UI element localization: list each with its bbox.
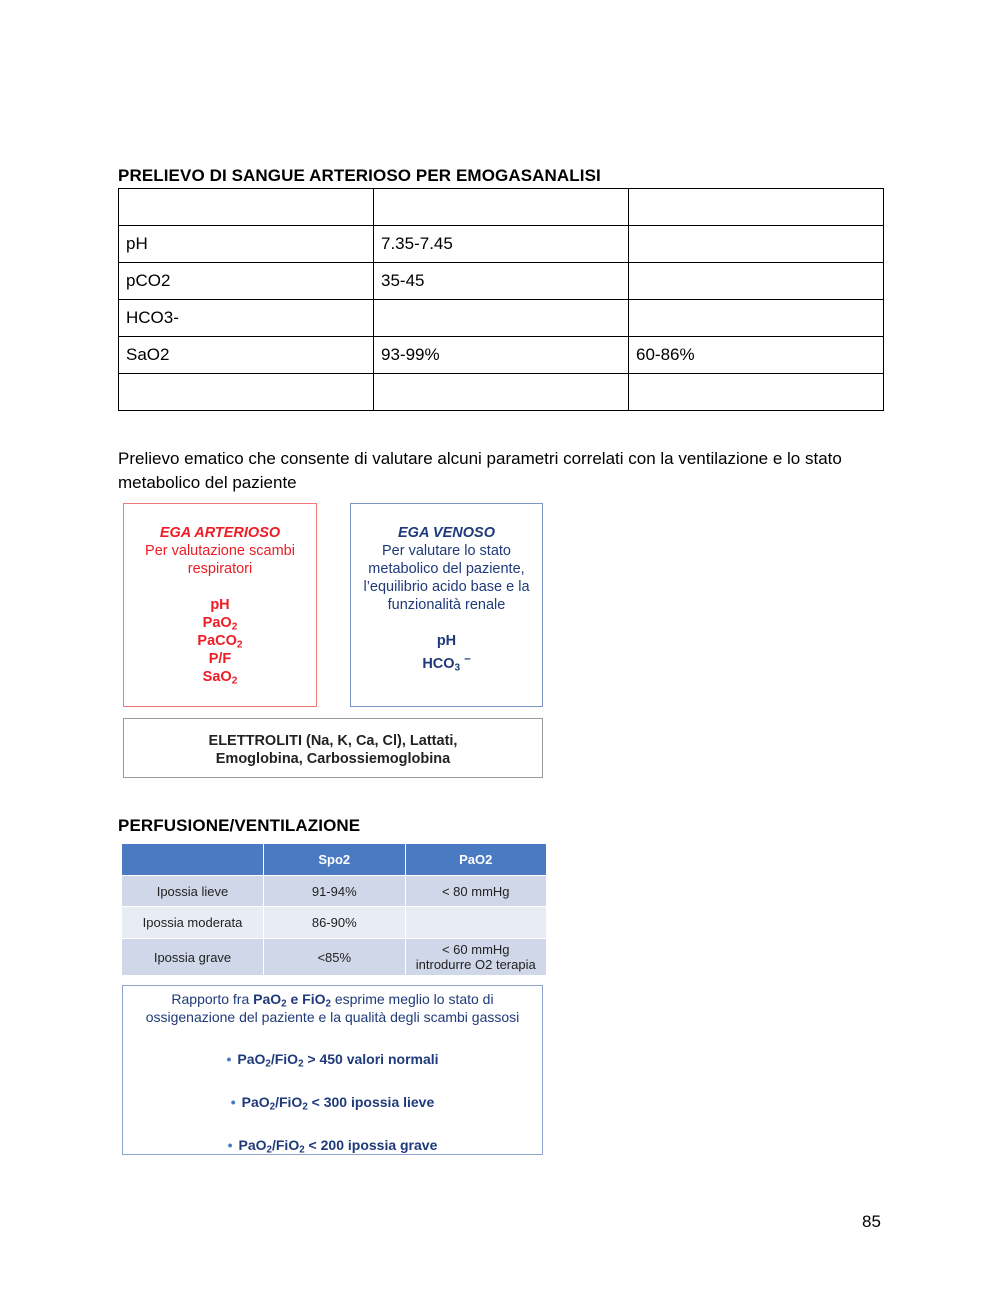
ega-venoso-params: [351, 632, 542, 673]
ega-arterioso-params: [124, 596, 316, 686]
table-cell: HCO3-: [119, 300, 374, 337]
elettroliti-box: [123, 718, 543, 778]
table-cell: [629, 189, 884, 226]
table-cell: 35-45: [374, 263, 629, 300]
table-cell: 60-86%: [629, 337, 884, 374]
table-cell: < 60 mmHg introdurre O2 terapia: [405, 939, 547, 976]
bullet-icon: •: [230, 1094, 236, 1110]
table-cell: pCO2: [119, 263, 374, 300]
table-row: [122, 876, 547, 907]
table-cell: [629, 226, 884, 263]
table-header-cell: [122, 844, 264, 876]
ega-values-table: [118, 188, 884, 411]
ratio-bullet: • PaO$_2$/FiO$_2$ > 450 valori normali: [226, 1051, 439, 1070]
ega-venoso-box: [350, 503, 543, 707]
table-cell: 93-99%: [374, 337, 629, 374]
table-cell: 7.35-7.45: [374, 226, 629, 263]
ega-arterioso-title: EGA ARTERIOSO: [159, 525, 281, 541]
table-cell: [119, 374, 374, 411]
elettroliti-text: ELETTROLITI (Na, K, Ca, Cl), Lattati, Emoglobina, Carbossiemoglobina: [208, 733, 458, 767]
param-paco2: PaCO$_2$: [197, 633, 243, 651]
page-number: 85: [862, 1212, 881, 1231]
intro-paragraph: Prelievo ematico che consente di valutare alcuni parametri correlati con la ventilazione e lo stato metabolico del paziente: [118, 449, 842, 492]
pao2-fio2-ratio-box: [122, 985, 543, 1155]
table-cell: [629, 263, 884, 300]
param-ph: pH: [436, 633, 457, 649]
table-cell: Ipossia lieve: [122, 876, 264, 907]
ega-arterioso-box: [123, 503, 317, 707]
table-row: [119, 226, 884, 263]
table-cell: SaO2: [119, 337, 374, 374]
table-cell: 91-94%: [264, 876, 406, 907]
perfusione-table: [122, 844, 547, 975]
section-heading-prelievo: PRELIEVO DI SANGUE ARTERIOSO PER EMOGASANALISI: [118, 166, 601, 185]
param-pf: P/F: [208, 651, 232, 667]
ega-venoso-title: EGA VENOSO: [398, 525, 495, 541]
table-cell: Ipossia grave: [122, 939, 264, 976]
table-row: [119, 263, 884, 300]
section-heading-perfusione: PERFUSIONE/VENTILAZIONE: [118, 816, 361, 835]
table-cell: [374, 374, 629, 411]
table-header-cell: Spo2: [264, 844, 406, 876]
param-sao2: SaO$_2$: [202, 669, 238, 687]
table-cell: [405, 907, 547, 939]
table-cell: [374, 300, 629, 337]
table-cell: pH: [119, 226, 374, 263]
table-header-row: [122, 844, 547, 876]
table-row: [119, 374, 884, 411]
table-row: [119, 300, 884, 337]
table-cell: [629, 300, 884, 337]
table-row: [119, 189, 884, 226]
ega-venoso-desc: Per valutare lo stato metabolico del paziente, l’equilibrio acido base e la funzionalità renale: [363, 543, 530, 613]
table-cell: Ipossia moderata: [122, 907, 264, 939]
bullet-icon: •: [226, 1051, 232, 1067]
table-row: [119, 337, 884, 374]
bullet-icon: •: [227, 1137, 233, 1153]
param-hco3: $HCO_3$ –: [422, 652, 471, 674]
table-cell: < 80 mmHg: [405, 876, 547, 907]
ratio-bullet: • PaO$_2$/FiO$_2$ < 200 ipossia grave: [227, 1137, 438, 1156]
table-cell: [374, 189, 629, 226]
param-pao2: PaO$_2$: [202, 615, 238, 633]
ratio-intro: Rapporto fra PaO$_2$ e FiO$_2$ esprime meglio lo stato di ossigenazione del paziente e la qualità degli scambi gassosi: [145, 991, 520, 1025]
table-cell: [629, 374, 884, 411]
table-cell: <85%: [264, 939, 406, 976]
table-row: [122, 939, 547, 976]
table-row: [122, 907, 547, 939]
ratio-bullet: • PaO$_2$/FiO$_2$ < 300 ipossia lieve: [230, 1094, 435, 1113]
table-cell: [119, 189, 374, 226]
param-ph: pH: [210, 597, 230, 613]
table-header-cell: PaO2: [405, 844, 547, 876]
table-cell: 86-90%: [264, 907, 406, 939]
ega-arterioso-desc: Per valutazione scambi respiratori: [145, 543, 295, 577]
